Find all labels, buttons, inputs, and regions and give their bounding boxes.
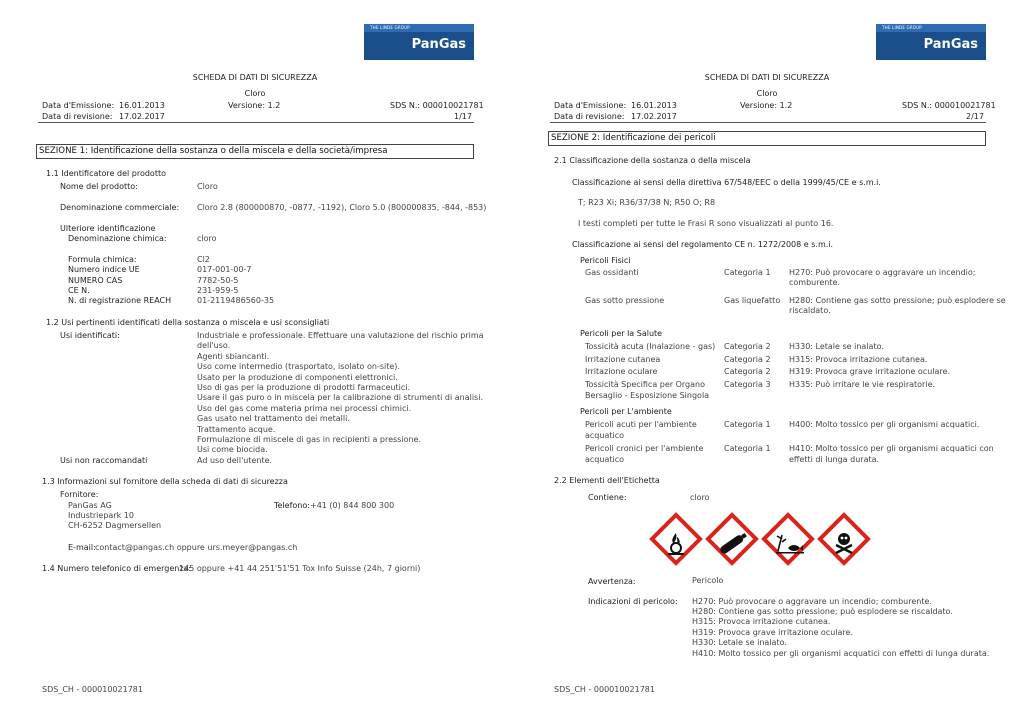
hazard-statement-line: H315: Provoca irritazione cutanea. [692, 617, 831, 626]
doc-title: SCHEDA DI DATI DI SICUREZZA [192, 73, 318, 82]
hazard-class: Pericoli acuti per l'ambiente [585, 420, 697, 429]
hazard-category: Categoria 1 [724, 268, 771, 277]
supplier-line: CH-6252 Dagmersellen [68, 521, 162, 530]
hazard-statement-line: H410: Molto tossico per gli organismi acquatici con effetti di lunga durata. [692, 649, 990, 658]
directive-note: I testi completi per tutte le Frasi R sono visualizzati al punto 16. [578, 219, 834, 228]
use-line: Usato per la produzione di componenti elettronici. [197, 373, 398, 382]
hazard-statement-line: H319: Provoca grave irritazione oculare. [692, 628, 853, 637]
not-rec-label: Usi non raccomandati [60, 456, 148, 465]
issue-date: 16.01.2013 [631, 101, 677, 110]
page-number: 1/17 [454, 112, 472, 121]
use-line: Uso di gas per la produzione di prodotti farmaceutici. [197, 383, 410, 392]
hazard-class: Gas ossidanti [585, 268, 639, 277]
revision-date: 17.02.2017 [119, 112, 165, 121]
email-label: E-mail: [68, 543, 96, 552]
hazard-statement: comburente. [789, 278, 840, 287]
chem-name: cloro [197, 234, 217, 243]
use-line: Usare il gas puro o in miscela per la calibrazione di strumenti di analisi. [197, 393, 483, 402]
hazard-class: Irritazione oculare [585, 367, 658, 376]
use-line: Uso del gas come materia prima nei processi chimici. [197, 404, 412, 413]
s22-heading: 2.2 Elementi dell'Etichetta [554, 476, 660, 485]
emergency-label: 1.4 Numero telefonico di emergenza: [42, 564, 192, 573]
revision-label: Data di revisione: [42, 112, 113, 121]
id-label: Formula chimica: [68, 255, 137, 264]
header-rule [550, 122, 986, 123]
substance-title: Cloro [244, 89, 266, 98]
further-id: Ulteriore identificazione [60, 224, 156, 233]
hazard-category: Categoria 1 [724, 444, 771, 453]
hazard-statement: H270: Può provocare o aggravare un incendio; [789, 268, 976, 277]
chem-name-label: Denominazione chimica: [68, 234, 167, 243]
hazard-statement: H330: Letale se inalato. [789, 342, 884, 351]
hazard-class: Tossicità Specifica per Organo [585, 380, 705, 389]
id-value: 7782-50-5 [197, 276, 239, 285]
revision-date: 17.02.2017 [631, 112, 677, 121]
signal-label: Avvertenza: [588, 577, 636, 586]
hazard-category: Categoria 2 [724, 342, 771, 351]
trade-name: Cloro 2.8 (800000870, -0877, -1192), Cloro 5.0 (800000835, -844, -853) [197, 203, 487, 212]
supplier-label: Fornitore: [60, 490, 99, 499]
s11-heading: 1.1 Identificatore del prodotto [46, 169, 166, 178]
pangas-logo [876, 24, 986, 60]
hazard-class: Pericoli cronici per l'ambiente [585, 444, 704, 453]
regulation-title: Classificazione ai sensi del regolamento CE n. 1272/2008 e s.m.i. [572, 240, 834, 249]
physical-hazards-title: Pericoli Fisici [580, 256, 631, 265]
gas-cylinder-icon [708, 531, 756, 555]
directive-phrases: T; R23 Xi; R36/37/38 N; R50 O; R8 [578, 198, 716, 207]
environment-icon [764, 531, 812, 555]
hazard-class: Gas sotto pressione [585, 296, 665, 305]
hazard-class: acquatico [585, 431, 625, 440]
hazard-category: Categoria 1 [724, 420, 771, 429]
hazard-category: Categoria 3 [724, 380, 771, 389]
revision-label: Data di revisione: [554, 112, 625, 121]
s21-heading: 2.1 Classificazione della sostanza o della miscela [554, 156, 751, 165]
hazard-class: Tossicità acuta (Inalazione - gas) [585, 342, 716, 351]
logo-brand-text: PanGas [411, 37, 466, 52]
product-name-label: Nome del prodotto: [60, 182, 138, 191]
id-label: CE N. [68, 286, 90, 295]
supplier-line: PanGas AG [68, 501, 112, 510]
use-line: Agenti sbiancanti. [197, 352, 270, 361]
hazard-statement-line: H330: Letale se inalato. [692, 638, 787, 647]
use-line: dell'uso. [197, 341, 231, 350]
phone-value: +41 (0) 844 800 300 [310, 501, 395, 510]
id-label: NUMERO CAS [68, 276, 123, 285]
use-line: Usi come biocida. [197, 445, 268, 454]
hazard-statement: H335: Può irritare le vie respiratorie. [789, 380, 936, 389]
not-rec-value: Ad uso dell'utente. [197, 456, 273, 465]
signal-word: Pericolo [692, 576, 724, 585]
directive-title: Classificazione ai sensi della direttiva 67/548/EEC o della 1999/45/CE e s.m.i. [572, 178, 881, 187]
version: Versione: 1.2 [228, 101, 281, 110]
product-name: Cloro [197, 182, 218, 191]
hazard-statement: H319: Provoca grave irritazione oculare. [789, 367, 950, 376]
hazard-statement: effetti di lunga durata. [789, 455, 880, 464]
hazard-class: acquatico [585, 455, 625, 464]
logo-group-text: THE LINDE GROUP [882, 25, 922, 30]
use-line: Gas usato nel trattamento dei metalli. [197, 414, 350, 423]
use-line: Trattamento acque. [197, 425, 276, 434]
issue-date: 16.01.2013 [119, 101, 165, 110]
s13-heading: 1.3 Informazioni sul fornitore della scheda di dati di sicurezza [42, 477, 288, 486]
header-rule [38, 122, 474, 123]
logo-brand-text: PanGas [923, 37, 978, 52]
supplier-line: Industriepark 10 [68, 511, 134, 520]
contains-label: Contiene: [588, 493, 627, 502]
hazard-category: Categoria 2 [724, 355, 771, 364]
section-2-title: SEZIONE 2: Identificazione dei pericoli [548, 131, 986, 146]
section-1-title: SEZIONE 1: Identificazione della sostanza o della miscela e della società/impresa [36, 144, 474, 159]
issue-label: Data d'Emissione: [42, 101, 115, 110]
uses-label: Usi identificati: [60, 331, 120, 340]
health-hazards-title: Pericoli per la Salute [580, 329, 663, 338]
id-value: Cl2 [197, 255, 210, 264]
skull-crossbones-icon [820, 531, 868, 555]
hazard-statement-line: H280: Contiene gas sotto pressione; può esplodere se riscaldato. [692, 607, 953, 616]
pangas-logo [364, 24, 474, 60]
s12-heading: 1.2 Usi pertinenti identificati della sostanza o miscela e usi sconsigliati [46, 318, 330, 327]
emergency-value: 145 oppure +41 44 251'51'51 Tox Info Suisse (24h, 7 giorni) [179, 564, 421, 573]
page-2 [512, 0, 1024, 724]
page-number: 2/17 [966, 112, 984, 121]
hazard-category: Categoria 2 [724, 367, 771, 376]
sds-number: SDS N.: 000010021781 [390, 101, 484, 110]
use-line: Formulazione di miscele di gas in recipienti a pressione. [197, 435, 422, 444]
flame-over-circle-icon [652, 531, 700, 555]
hazard-category: Gas liquefatto [724, 296, 781, 305]
substance-title: Cloro [756, 89, 778, 98]
hazard-statement: H280: Contiene gas sotto pressione; può esplodere se [789, 296, 1006, 305]
hazard-statement: H400: Molto tossico per gli organismi acquatici. [789, 420, 980, 429]
id-label: N. di registrazione REACH [68, 296, 172, 305]
id-value: 231-959-5 [197, 286, 239, 295]
phone-label: Telefono: [274, 501, 310, 510]
doc-title: SCHEDA DI DATI DI SICUREZZA [704, 73, 830, 82]
use-line: Uso come intermedio (trasportato, isolato on-site). [197, 362, 400, 371]
use-line: Industriale e professionale. Effettuare una valutazione del rischio prima [197, 331, 484, 340]
hazard-statement: H315: Provoca irritazione cutanea. [789, 355, 928, 364]
email-value[interactable]: contact@pangas.ch oppure urs.meyer@pangas.ch [95, 543, 298, 552]
env-hazards-title: Pericoli per L'ambiente [580, 407, 672, 416]
issue-label: Data d'Emissione: [554, 101, 627, 110]
page-footer: SDS_CH - 000010021781 [42, 685, 143, 694]
trade-name-label: Denominazione commerciale: [60, 203, 180, 212]
version: Versione: 1.2 [740, 101, 793, 110]
hazard-statement: riscaldato. [789, 306, 831, 315]
hazard-class: Bersaglio - Esposizione Singola [585, 391, 710, 400]
hazard-statement-line: H270: Può provocare o aggravare un incendio; comburente. [692, 597, 932, 606]
hazard-class: Irritazione cutanea [585, 355, 661, 364]
id-value: 01-2119486560-35 [197, 296, 275, 305]
page-footer: SDS_CH - 000010021781 [554, 685, 655, 694]
id-label: Numero indice UE [68, 265, 140, 274]
logo-group-text: THE LINDE GROUP [370, 25, 410, 30]
contains-value: cloro [690, 493, 710, 502]
id-value: 017-001-00-7 [197, 265, 252, 274]
hazard-statement: H410: Molto tossico per gli organismi acquatici con [789, 444, 994, 453]
sds-number: SDS N.: 000010021781 [902, 101, 996, 110]
hazard-statements-label: Indicazioni di pericolo: [588, 597, 678, 606]
